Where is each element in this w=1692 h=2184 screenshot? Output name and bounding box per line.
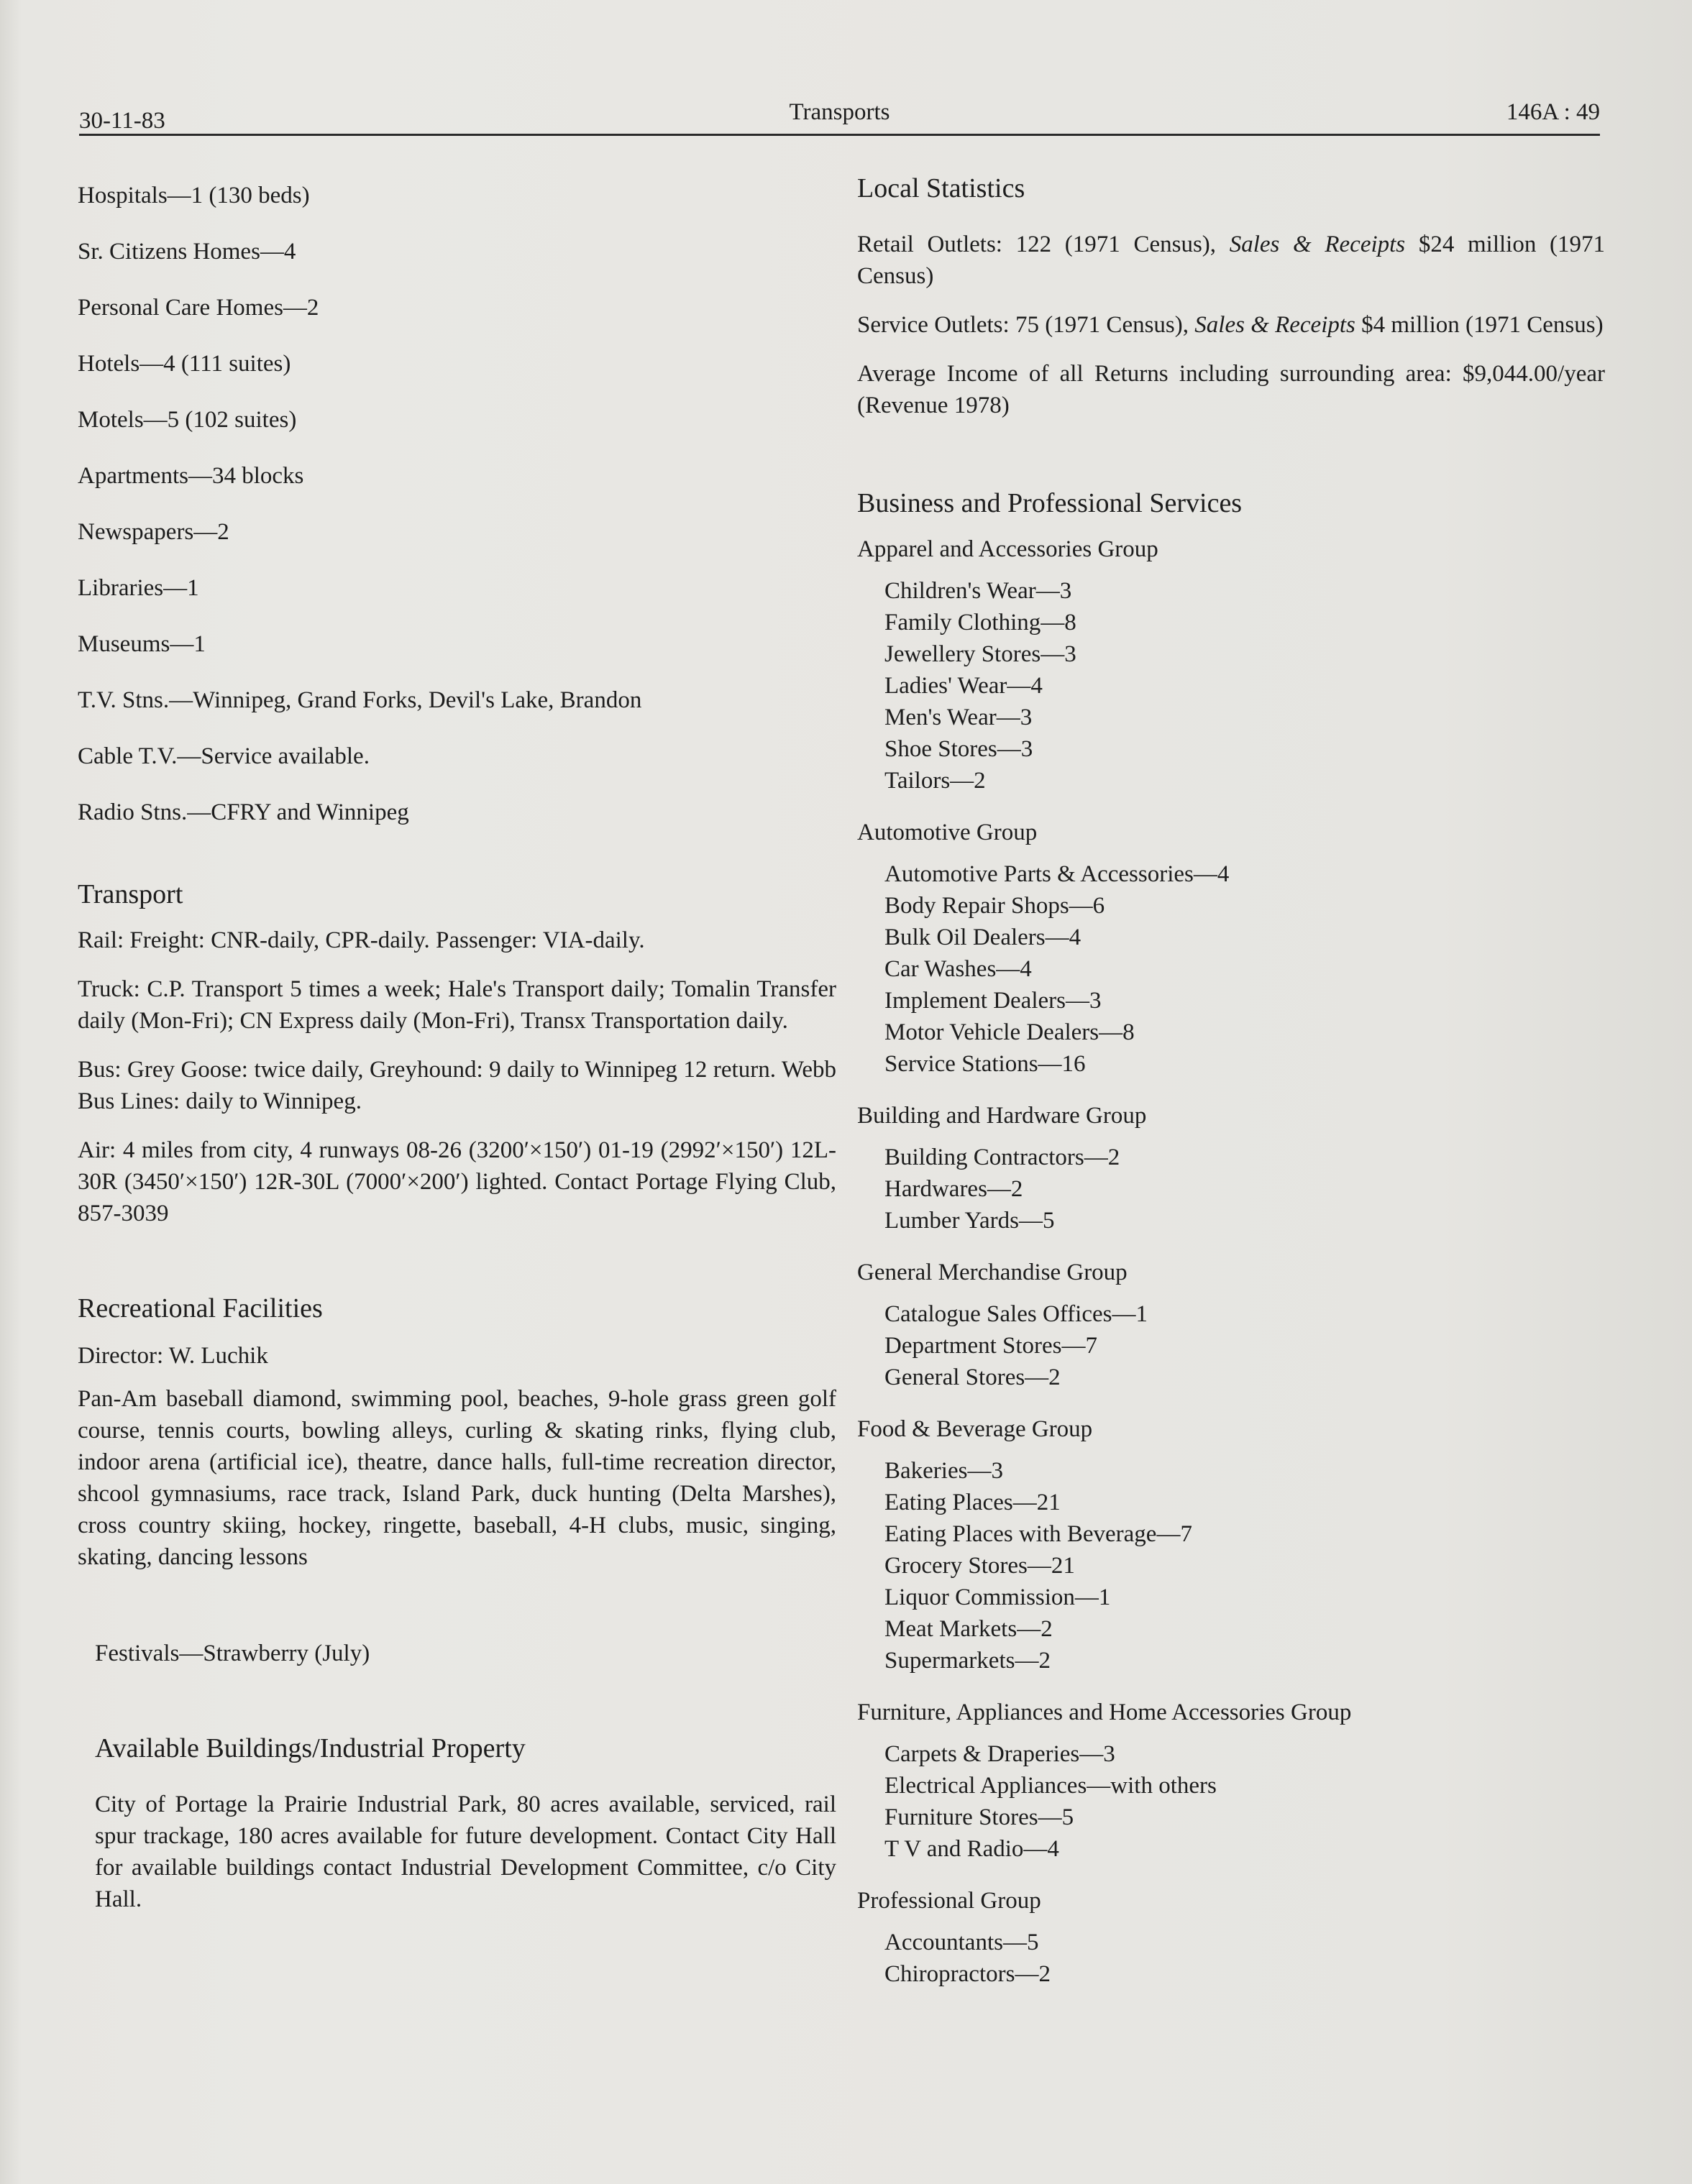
page-header xyxy=(79,99,1600,136)
stat-hospitals: Hospitals—1 (130 beds) xyxy=(78,183,310,208)
transport-rail: Rail: Freight: CNR-daily, CPR-daily. Passenger: VIA-daily. xyxy=(78,927,645,953)
list-item: Building Contractors—2 xyxy=(884,1144,1120,1170)
service-outlets-count: Service Outlets: 75 (1971 Census), xyxy=(857,312,1195,338)
business-services-section xyxy=(857,487,1605,1990)
recreation-director: Director: W. Luchik xyxy=(78,1343,268,1369)
stat-radio-stations: Radio Stns.—CFRY and Winnipeg xyxy=(78,799,409,825)
list-item: Children's Wear—3 xyxy=(884,578,1072,604)
buildings-heading: Available Buildings/Industrial Property xyxy=(95,1733,526,1763)
group-items xyxy=(857,858,1605,1080)
header-date: 30-11-83 xyxy=(79,108,165,134)
general-merchandise-group xyxy=(857,1257,1605,1393)
list-item: Men's Wear—3 xyxy=(884,705,1033,730)
professional-group xyxy=(857,1885,1605,1990)
local-statistics-heading: Local Statistics xyxy=(857,173,1025,203)
group-items xyxy=(857,1142,1605,1236)
stat-museums: Museums—1 xyxy=(78,631,206,657)
buildings-text: City of Portage la Prairie Industrial Park, 80 acres available, serviced, rail spur trackage, 180 acres available for future development. Contact City Hall for available buildings contact Industrial Development Committee, c/o City Hall. xyxy=(95,1791,836,1912)
list-item: Grocery Stores—21 xyxy=(884,1553,1075,1579)
group-name: General Merchandise Group xyxy=(857,1260,1128,1285)
building-hardware-group xyxy=(857,1100,1605,1236)
list-item: Ladies' Wear—4 xyxy=(884,673,1043,699)
retail-sales-value: $24 million (1971 Census) xyxy=(857,231,1605,289)
list-item: Eating Places—21 xyxy=(884,1490,1061,1515)
group-items xyxy=(857,1298,1605,1393)
stat-personal-care-homes: Personal Care Homes—2 xyxy=(78,295,319,321)
apparel-group xyxy=(857,533,1605,797)
group-items xyxy=(857,1455,1605,1676)
list-item: Shoe Stores—3 xyxy=(884,736,1033,762)
stat-motels: Motels—5 (102 suites) xyxy=(78,407,297,433)
list-item: Accountants—5 xyxy=(884,1930,1039,1955)
transport-air: Air: 4 miles from city, 4 runways 08-26 (3200′×150′) 01-19 (2992′×150′) 12L-30R (3450′×150′) 12R-30L (7000′×200′) lighted. Contact Portage Flying Club, 857-3039 xyxy=(78,1137,836,1226)
stat-newspapers: Newspapers—2 xyxy=(78,519,229,545)
list-item: Liquor Commission—1 xyxy=(884,1584,1111,1610)
transport-section xyxy=(78,878,836,1229)
list-item: Motor Vehicle Dealers—8 xyxy=(884,1019,1135,1045)
list-item: Family Clothing—8 xyxy=(884,610,1076,636)
retail-sales-label: Sales & Receipts xyxy=(1229,231,1406,257)
list-item: Catalogue Sales Offices—1 xyxy=(884,1301,1148,1327)
food-beverage-group xyxy=(857,1413,1605,1676)
furniture-appliances-group xyxy=(857,1697,1605,1865)
list-item: T V and Radio—4 xyxy=(884,1836,1059,1862)
list-item: Furniture Stores—5 xyxy=(884,1804,1074,1830)
right-column xyxy=(857,173,1605,2010)
list-item: Chiropractors—2 xyxy=(884,1961,1051,1987)
list-item: Automotive Parts & Accessories—4 xyxy=(884,861,1230,887)
recreation-facilities: Pan-Am baseball diamond, swimming pool, beaches, 9-hole grass green golf course, tennis courts, bowling alleys, curling & skating rinks, flying club, indoor arena (artificial ice), theatre, dance halls, full-time recreation director, shcool gymnasiums, race track, Island Park, duck hunting (Delta Marshes), cross country skiing, hockey, ringette, baseball, 4-H clubs, music, singing, skating, dancing lessons xyxy=(78,1386,836,1570)
group-items xyxy=(857,575,1605,797)
group-items xyxy=(857,1738,1605,1865)
list-item: Tailors—2 xyxy=(884,768,986,794)
transport-bus: Bus: Grey Goose: twice daily, Greyhound: 9 daily to Winnipeg 12 return. Webb Bus Lines: daily to Winnipeg. xyxy=(78,1057,836,1114)
buildings-section xyxy=(78,1733,836,1915)
list-item: Implement Dealers—3 xyxy=(884,988,1102,1014)
header-page-number: 146A : 49 xyxy=(1506,99,1600,125)
list-item: Jewellery Stores—3 xyxy=(884,641,1076,667)
list-item: Bakeries—3 xyxy=(884,1458,1003,1484)
group-name: Apparel and Accessories Group xyxy=(857,536,1158,562)
list-item: Department Stores—7 xyxy=(884,1333,1098,1359)
transport-truck: Truck: C.P. Transport 5 times a week; Hale's Transport daily; Tomalin Transfer daily (Mon-Fri); CN Express daily (Mon-Fri), Transx Transportation daily. xyxy=(78,976,836,1034)
service-outlets xyxy=(857,309,1605,341)
list-item: Body Repair Shops—6 xyxy=(884,893,1105,919)
recreation-heading: Recreational Facilities xyxy=(78,1293,323,1323)
community-stats xyxy=(78,180,836,828)
group-name: Furniture, Appliances and Home Accessories Group xyxy=(857,1699,1352,1725)
left-column xyxy=(78,180,836,1915)
group-name: Automotive Group xyxy=(857,820,1038,845)
stat-hotels: Hotels—4 (111 suites) xyxy=(78,351,291,377)
retail-outlets-count: Retail Outlets: 122 (1971 Census), xyxy=(857,231,1230,257)
list-item: Hardwares—2 xyxy=(884,1176,1023,1202)
list-item: Bulk Oil Dealers—4 xyxy=(884,924,1081,950)
service-sales-value: $4 million (1971 Census) xyxy=(1355,312,1604,338)
average-income: Average Income of all Returns including surrounding area: $9,044.00/year (Revenue 1978) xyxy=(857,361,1605,418)
retail-outlets xyxy=(857,229,1605,292)
group-name: Professional Group xyxy=(857,1888,1041,1914)
stat-apartments: Apartments—34 blocks xyxy=(78,463,304,489)
list-item: Lumber Yards—5 xyxy=(884,1208,1055,1234)
list-item: Car Washes—4 xyxy=(884,956,1032,982)
stat-cable-tv: Cable T.V.—Service available. xyxy=(78,743,370,769)
stat-tv-stations: T.V. Stns.—Winnipeg, Grand Forks, Devil's Lake, Brandon xyxy=(78,687,642,713)
list-item: Carpets & Draperies—3 xyxy=(884,1741,1115,1767)
stat-libraries: Libraries—1 xyxy=(78,575,199,601)
list-item: General Stores—2 xyxy=(884,1364,1061,1390)
recreation-festivals: Festivals—Strawberry (July) xyxy=(95,1641,370,1666)
header-title: Transports xyxy=(789,99,890,125)
group-items xyxy=(857,1927,1605,1990)
list-item: Meat Markets—2 xyxy=(884,1616,1053,1642)
service-sales-label: Sales & Receipts xyxy=(1194,312,1355,338)
local-statistics-section xyxy=(857,173,1605,421)
group-name: Food & Beverage Group xyxy=(857,1416,1093,1442)
group-name: Building and Hardware Group xyxy=(857,1103,1147,1129)
transport-heading: Transport xyxy=(78,879,183,909)
list-item: Service Stations—16 xyxy=(884,1051,1086,1077)
recreation-section xyxy=(78,1293,836,1669)
automotive-group xyxy=(857,817,1605,1080)
business-services-heading: Business and Professional Services xyxy=(857,488,1243,518)
list-item: Electrical Appliances—with others xyxy=(884,1773,1217,1799)
list-item: Eating Places with Beverage—7 xyxy=(884,1521,1192,1547)
list-item: Supermarkets—2 xyxy=(884,1648,1051,1674)
stat-sr-citizens-homes: Sr. Citizens Homes—4 xyxy=(78,239,296,265)
